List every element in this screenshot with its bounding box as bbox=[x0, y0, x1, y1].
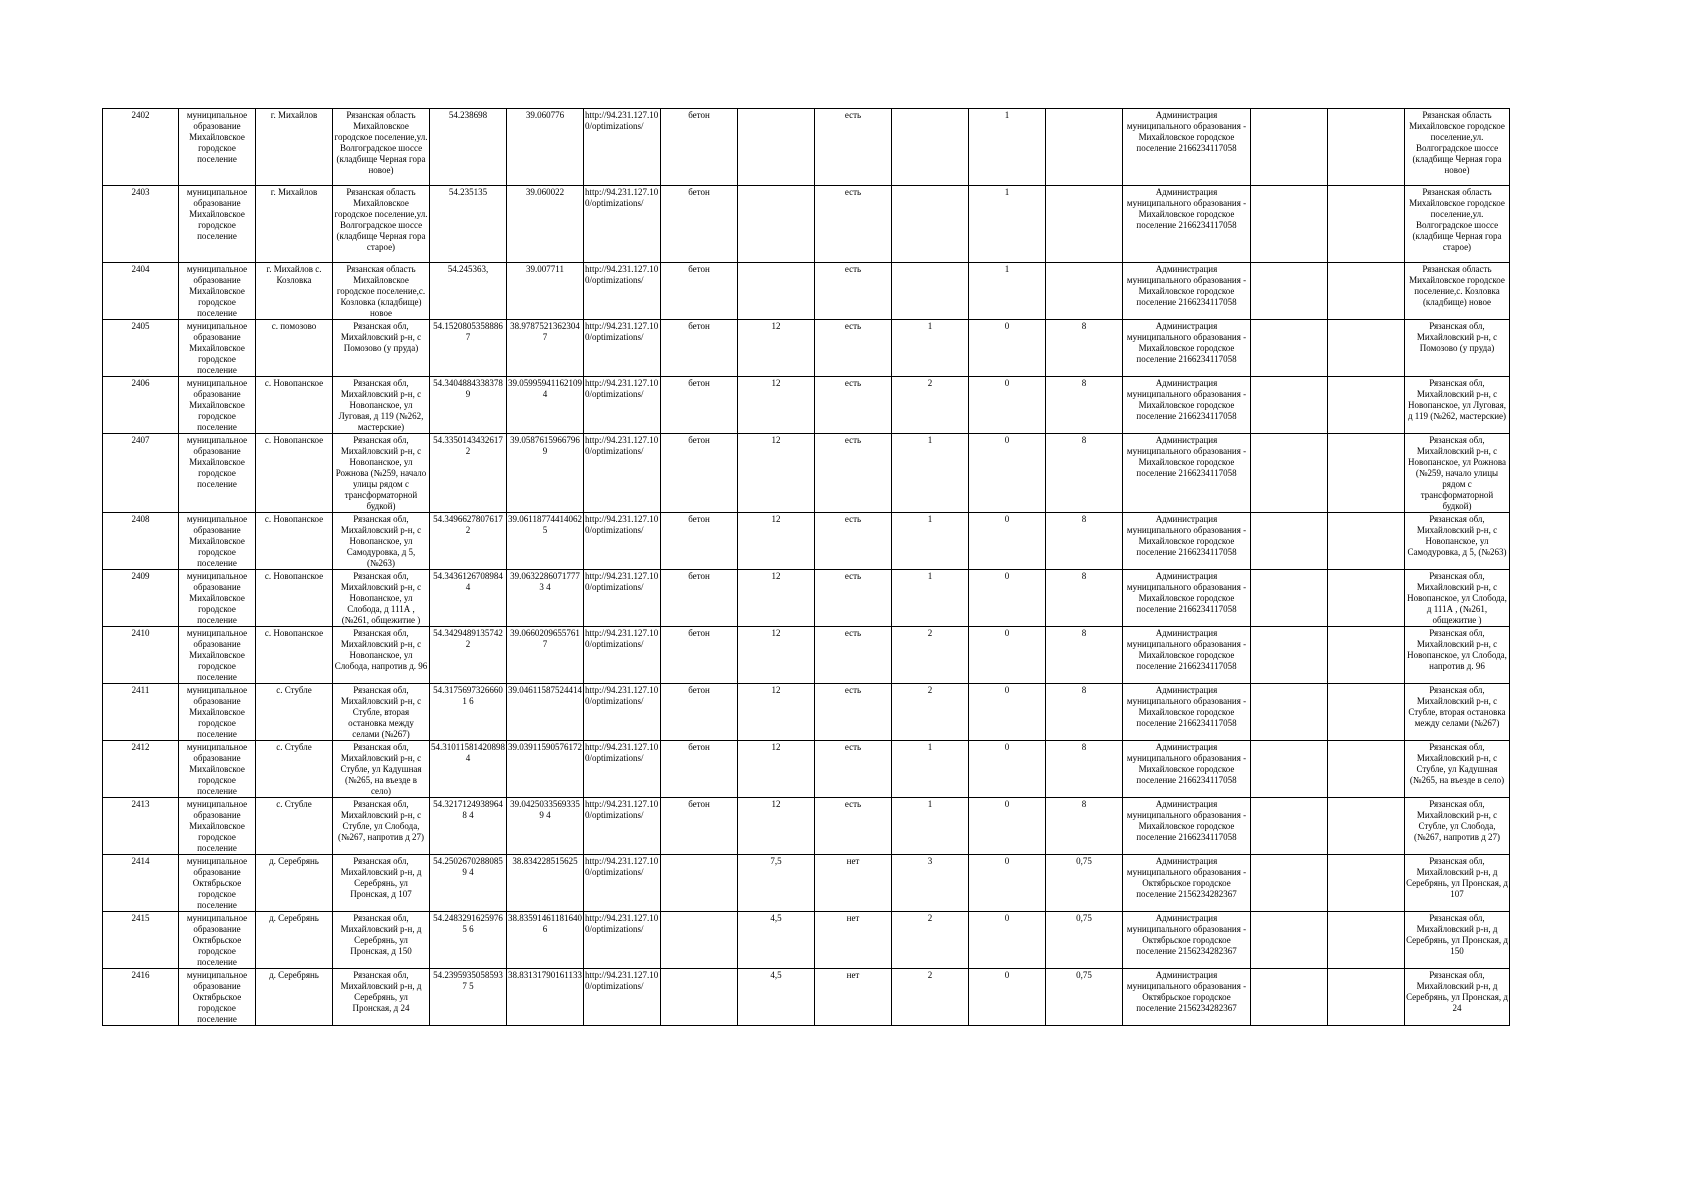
locality-cell: г. Михайлов bbox=[256, 109, 333, 186]
table-row bbox=[103, 741, 1510, 798]
latitude-cell: 54.31011581420898 4 bbox=[430, 741, 507, 798]
count-cell-1: 2 bbox=[892, 684, 969, 741]
table-row bbox=[103, 855, 1510, 912]
source-cell: Рязанская обл, Михайловский р-н, с Стубле, вторая остановка между селами (№267) bbox=[1405, 684, 1510, 741]
fence-cell: есть bbox=[815, 263, 892, 320]
count-cell-1 bbox=[892, 186, 969, 263]
row-number: 2403 bbox=[103, 186, 179, 263]
source-cell: Рязанская обл, Михайловский р-н, с Стубле, ул Кадушная (№265, на въезде в село) bbox=[1405, 741, 1510, 798]
surface-cell: бетон bbox=[661, 263, 738, 320]
empty-cell-2 bbox=[1328, 377, 1405, 434]
count-cell-2: 1 bbox=[969, 263, 1046, 320]
empty-cell-2 bbox=[1328, 912, 1405, 969]
area-cell: 12 bbox=[738, 320, 815, 377]
empty-cell-1 bbox=[1251, 912, 1328, 969]
link-cell[interactable]: http://94.231.127.10 0/optimizations/ bbox=[584, 377, 661, 434]
table-row bbox=[103, 320, 1510, 377]
locality-cell: с. Новопанское bbox=[256, 434, 333, 513]
longitude-cell: 38.97875213623047 bbox=[507, 320, 584, 377]
link-cell[interactable]: http://94.231.127.10 0/optimizations/ bbox=[584, 684, 661, 741]
longitude-cell: 39.06322860717773 4 bbox=[507, 570, 584, 627]
empty-cell-2 bbox=[1328, 513, 1405, 570]
surface-cell bbox=[661, 855, 738, 912]
table-row bbox=[103, 969, 1510, 1026]
owner-cell: Администрация муниципального образования - Михайловское городское поселение 2166234117058 bbox=[1123, 513, 1251, 570]
latitude-cell: 54.34294891357422 bbox=[430, 627, 507, 684]
volume-cell bbox=[1046, 263, 1123, 320]
source-cell: Рязанская обл, Михайловский р-н, с Новопанское, ул Луговая, д 119 (№262, мастерские) bbox=[1405, 377, 1510, 434]
link-cell[interactable]: http://94.231.127.10 0/optimizations/ bbox=[584, 627, 661, 684]
empty-cell-2 bbox=[1328, 109, 1405, 186]
locality-cell: с. Новопанское bbox=[256, 627, 333, 684]
table-row bbox=[103, 186, 1510, 263]
locality-cell: с. помозово bbox=[256, 320, 333, 377]
fence-cell: есть bbox=[815, 513, 892, 570]
municipality-cell: муниципальное образование Октябрьское городское поселение bbox=[179, 855, 256, 912]
row-number: 2404 bbox=[103, 263, 179, 320]
count-cell-1: 1 bbox=[892, 570, 969, 627]
count-cell-2: 0 bbox=[969, 570, 1046, 627]
locality-cell: с. Стубле bbox=[256, 741, 333, 798]
area-cell bbox=[738, 186, 815, 263]
locality-cell: с. Стубле bbox=[256, 684, 333, 741]
area-cell: 7,5 bbox=[738, 855, 815, 912]
registry-table bbox=[102, 108, 1510, 1026]
count-cell-2: 0 bbox=[969, 969, 1046, 1026]
table-row bbox=[103, 627, 1510, 684]
municipality-cell: муниципальное образование Михайловское городское поселение bbox=[179, 434, 256, 513]
fence-cell: есть bbox=[815, 570, 892, 627]
link-cell[interactable]: http://94.231.127.10 0/optimizations/ bbox=[584, 855, 661, 912]
count-cell-1: 1 bbox=[892, 513, 969, 570]
count-cell-1: 1 bbox=[892, 434, 969, 513]
longitude-cell: 39.060022 bbox=[507, 186, 584, 263]
area-cell: 4,5 bbox=[738, 912, 815, 969]
latitude-cell: 54.238698 bbox=[430, 109, 507, 186]
table-row bbox=[103, 684, 1510, 741]
address-cell: Рязанская обл, Михайловский р-н, с Стубле, ул Кадушная (№265, на въезде в село) bbox=[333, 741, 430, 798]
latitude-cell: 54.34361267089844 bbox=[430, 570, 507, 627]
area-cell: 12 bbox=[738, 627, 815, 684]
area-cell bbox=[738, 263, 815, 320]
locality-cell: г. Михайлов bbox=[256, 186, 333, 263]
longitude-cell: 39.007711 bbox=[507, 263, 584, 320]
empty-cell-2 bbox=[1328, 741, 1405, 798]
link-cell[interactable]: http://94.231.127.10 0/optimizations/ bbox=[584, 912, 661, 969]
longitude-cell: 39.060776 bbox=[507, 109, 584, 186]
source-cell: Рязанская область Михайловское городское поселение,с. Козловка (кладбище) новое bbox=[1405, 263, 1510, 320]
address-cell: Рязанская обл, Михайловский р-н, с Помозово (у пруда) bbox=[333, 320, 430, 377]
volume-cell: 0,75 bbox=[1046, 912, 1123, 969]
row-number: 2406 bbox=[103, 377, 179, 434]
locality-cell: д. Серебрянь bbox=[256, 969, 333, 1026]
owner-cell: Администрация муниципального образования - Михайловское городское поселение 2166234117058 bbox=[1123, 186, 1251, 263]
row-number: 2409 bbox=[103, 570, 179, 627]
row-number: 2413 bbox=[103, 798, 179, 855]
municipality-cell: муниципальное образование Михайловское городское поселение bbox=[179, 320, 256, 377]
empty-cell-2 bbox=[1328, 627, 1405, 684]
source-cell: Рязанская обл, Михайловский р-н, с Стубле, ул Слобода, (№267, напротив д 27) bbox=[1405, 798, 1510, 855]
source-cell: Рязанская обл, Михайловский р-н, д Серебрянь, ул Пронская, д 150 bbox=[1405, 912, 1510, 969]
count-cell-2: 0 bbox=[969, 798, 1046, 855]
count-cell-1: 1 bbox=[892, 320, 969, 377]
count-cell-1: 2 bbox=[892, 627, 969, 684]
municipality-cell: муниципальное образование Михайловское городское поселение bbox=[179, 798, 256, 855]
count-cell-2: 0 bbox=[969, 912, 1046, 969]
table-body bbox=[103, 109, 1510, 1026]
empty-cell-1 bbox=[1251, 627, 1328, 684]
owner-cell: Администрация муниципального образования - Октябрьское городское поселение 2156234282367 bbox=[1123, 912, 1251, 969]
owner-cell: Администрация муниципального образования - Михайловское городское поселение 2166234117058 bbox=[1123, 684, 1251, 741]
longitude-cell: 39.06118774414062 5 bbox=[507, 513, 584, 570]
longitude-cell: 39.03911590576172 bbox=[507, 741, 584, 798]
address-cell: Рязанская обл, Михайловский р-н, с Новопанское, ул Рожнова (№259, начало улицы рядом с трансформаторной будкой) bbox=[333, 434, 430, 513]
fence-cell: есть bbox=[815, 741, 892, 798]
latitude-cell: 54.23959350585937 5 bbox=[430, 969, 507, 1026]
surface-cell: бетон bbox=[661, 741, 738, 798]
surface-cell: бетон bbox=[661, 109, 738, 186]
count-cell-2: 1 bbox=[969, 186, 1046, 263]
link-cell[interactable]: http://94.231.127.10 0/optimizations/ bbox=[584, 513, 661, 570]
area-cell: 12 bbox=[738, 684, 815, 741]
owner-cell: Администрация муниципального образования - Октябрьское городское поселение 2156234282367 bbox=[1123, 855, 1251, 912]
empty-cell-2 bbox=[1328, 684, 1405, 741]
fence-cell: есть bbox=[815, 684, 892, 741]
municipality-cell: муниципальное образование Михайловское городское поселение bbox=[179, 741, 256, 798]
volume-cell: 0,75 bbox=[1046, 855, 1123, 912]
surface-cell: бетон bbox=[661, 570, 738, 627]
row-number: 2412 bbox=[103, 741, 179, 798]
row-number: 2410 bbox=[103, 627, 179, 684]
address-cell: Рязанская обл, Михайловский р-н, д Серебрянь, ул Пронская, д 24 bbox=[333, 969, 430, 1026]
empty-cell-2 bbox=[1328, 434, 1405, 513]
count-cell-1: 2 bbox=[892, 377, 969, 434]
link-cell[interactable]: http://94.231.127.10 0/optimizations/ bbox=[584, 434, 661, 513]
empty-cell-1 bbox=[1251, 320, 1328, 377]
surface-cell: бетон bbox=[661, 434, 738, 513]
area-cell: 12 bbox=[738, 513, 815, 570]
fence-cell: есть bbox=[815, 798, 892, 855]
owner-cell: Администрация муниципального образования - Михайловское городское поселение 2166234117058 bbox=[1123, 377, 1251, 434]
source-cell: Рязанская обл, Михайловский р-н, с Новопанское, ул Слобода, д 111А , (№261, общежитие ) bbox=[1405, 570, 1510, 627]
count-cell-2: 0 bbox=[969, 434, 1046, 513]
source-cell: Рязанская обл, Михайловский р-н, с Новопанское, ул Рожнова (№259, начало улицы рядом с трансформаторной будкой) bbox=[1405, 434, 1510, 513]
empty-cell-1 bbox=[1251, 109, 1328, 186]
latitude-cell: 54.34966278076172 bbox=[430, 513, 507, 570]
municipality-cell: муниципальное образование Михайловское городское поселение bbox=[179, 186, 256, 263]
table-row bbox=[103, 263, 1510, 320]
volume-cell: 8 bbox=[1046, 513, 1123, 570]
table-row bbox=[103, 434, 1510, 513]
source-cell: Рязанская область Михайловское городское поселение,ул. Волгоградское шоссе (кладбище Черная гора новое) bbox=[1405, 109, 1510, 186]
address-cell: Рязанская область Михайловское городское поселение,с. Козловка (кладбище) новое bbox=[333, 263, 430, 320]
municipality-cell: муниципальное образование Октябрьское городское поселение bbox=[179, 912, 256, 969]
surface-cell: бетон bbox=[661, 377, 738, 434]
locality-cell: с. Новопанское bbox=[256, 513, 333, 570]
surface-cell: бетон bbox=[661, 798, 738, 855]
locality-cell: с. Новопанское bbox=[256, 377, 333, 434]
link-cell[interactable]: http://94.231.127.10 0/optimizations/ bbox=[584, 570, 661, 627]
area-cell: 12 bbox=[738, 377, 815, 434]
table-row bbox=[103, 513, 1510, 570]
table-row bbox=[103, 912, 1510, 969]
address-cell: Рязанская обл, Михайловский р-н, с Новопанское, ул Самодуровка, д 5, (№263) bbox=[333, 513, 430, 570]
longitude-cell: 39.04611587524414 bbox=[507, 684, 584, 741]
source-cell: Рязанская область Михайловское городское поселение,ул. Волгоградское шоссе (кладбище Черная гора старое) bbox=[1405, 186, 1510, 263]
longitude-cell: 39.04250335693359 4 bbox=[507, 798, 584, 855]
surface-cell: бетон bbox=[661, 186, 738, 263]
source-cell: Рязанская обл, Михайловский р-н, с Помозово (у пруда) bbox=[1405, 320, 1510, 377]
volume-cell bbox=[1046, 186, 1123, 263]
count-cell-1: 2 bbox=[892, 969, 969, 1026]
link-cell[interactable]: http://94.231.127.10 0/optimizations/ bbox=[584, 186, 661, 263]
latitude-cell: 54.24832916259765 6 bbox=[430, 912, 507, 969]
owner-cell: Администрация муниципального образования - Михайловское городское поселение 2166234117058 bbox=[1123, 263, 1251, 320]
fence-cell: есть bbox=[815, 109, 892, 186]
count-cell-1: 1 bbox=[892, 741, 969, 798]
link-cell[interactable]: http://94.231.127.10 0/optimizations/ bbox=[584, 109, 661, 186]
volume-cell: 8 bbox=[1046, 570, 1123, 627]
municipality-cell: муниципальное образование Михайловское городское поселение bbox=[179, 109, 256, 186]
locality-cell: г. Михайлов с. Козловка bbox=[256, 263, 333, 320]
area-cell bbox=[738, 109, 815, 186]
fence-cell: есть bbox=[815, 627, 892, 684]
volume-cell: 8 bbox=[1046, 627, 1123, 684]
volume-cell bbox=[1046, 109, 1123, 186]
owner-cell: Администрация муниципального образования - Михайловское городское поселение 2166234117058 bbox=[1123, 109, 1251, 186]
municipality-cell: муниципальное образование Михайловское городское поселение bbox=[179, 627, 256, 684]
empty-cell-1 bbox=[1251, 855, 1328, 912]
count-cell-2: 0 bbox=[969, 627, 1046, 684]
locality-cell: д. Серебрянь bbox=[256, 855, 333, 912]
count-cell-2: 1 bbox=[969, 109, 1046, 186]
latitude-cell: 54.33501434326172 bbox=[430, 434, 507, 513]
table-row bbox=[103, 570, 1510, 627]
surface-cell: бетон bbox=[661, 320, 738, 377]
surface-cell: бетон bbox=[661, 684, 738, 741]
count-cell-1 bbox=[892, 109, 969, 186]
empty-cell-1 bbox=[1251, 798, 1328, 855]
area-cell: 12 bbox=[738, 798, 815, 855]
area-cell: 4,5 bbox=[738, 969, 815, 1026]
longitude-cell: 38.83591461181640 6 bbox=[507, 912, 584, 969]
count-cell-1 bbox=[892, 263, 969, 320]
count-cell-2: 0 bbox=[969, 513, 1046, 570]
owner-cell: Администрация муниципального образования - Михайловское городское поселение 2166234117058 bbox=[1123, 570, 1251, 627]
address-cell: Рязанская обл, Михайловский р-н, д Серебрянь, ул Пронская, д 150 bbox=[333, 912, 430, 969]
longitude-cell: 39.05995941162109 4 bbox=[507, 377, 584, 434]
table-row bbox=[103, 377, 1510, 434]
latitude-cell: 54.31756973266601 6 bbox=[430, 684, 507, 741]
owner-cell: Администрация муниципального образования - Михайловское городское поселение 2166234117058 bbox=[1123, 741, 1251, 798]
volume-cell: 0,75 bbox=[1046, 969, 1123, 1026]
empty-cell-1 bbox=[1251, 186, 1328, 263]
area-cell: 12 bbox=[738, 741, 815, 798]
longitude-cell: 38.83131790161133 bbox=[507, 969, 584, 1026]
fence-cell: нет bbox=[815, 912, 892, 969]
volume-cell: 8 bbox=[1046, 434, 1123, 513]
municipality-cell: муниципальное образование Михайловское городское поселение bbox=[179, 570, 256, 627]
surface-cell bbox=[661, 969, 738, 1026]
address-cell: Рязанская обл, Михайловский р-н, с Новопанское, ул Луговая, д 119 (№262, мастерские) bbox=[333, 377, 430, 434]
area-cell: 12 bbox=[738, 570, 815, 627]
surface-cell: бетон bbox=[661, 513, 738, 570]
latitude-cell: 54.34048843383789 bbox=[430, 377, 507, 434]
fence-cell: есть bbox=[815, 186, 892, 263]
latitude-cell: 54.235135 bbox=[430, 186, 507, 263]
municipality-cell: муниципальное образование Михайловское городское поселение bbox=[179, 684, 256, 741]
volume-cell: 8 bbox=[1046, 684, 1123, 741]
count-cell-2: 0 bbox=[969, 741, 1046, 798]
empty-cell-2 bbox=[1328, 263, 1405, 320]
volume-cell: 8 bbox=[1046, 377, 1123, 434]
address-cell: Рязанская обл, Михайловский р-н, с Новопанское, ул Слобода, напротив д. 96 bbox=[333, 627, 430, 684]
row-number: 2408 bbox=[103, 513, 179, 570]
longitude-cell: 39.06602096557617 bbox=[507, 627, 584, 684]
row-number: 2411 bbox=[103, 684, 179, 741]
empty-cell-1 bbox=[1251, 684, 1328, 741]
empty-cell-1 bbox=[1251, 513, 1328, 570]
address-cell: Рязанская обл, Михайловский р-н, д Серебрянь, ул Пронская, д 107 bbox=[333, 855, 430, 912]
owner-cell: Администрация муниципального образования - Михайловское городское поселение 2166234117058 bbox=[1123, 434, 1251, 513]
municipality-cell: муниципальное образование Михайловское городское поселение bbox=[179, 513, 256, 570]
link-cell[interactable]: http://94.231.127.10 0/optimizations/ bbox=[584, 741, 661, 798]
count-cell-2: 0 bbox=[969, 684, 1046, 741]
source-cell: Рязанская обл, Михайловский р-н, д Серебрянь, ул Пронская, д 107 bbox=[1405, 855, 1510, 912]
link-cell[interactable]: http://94.231.127.10 0/optimizations/ bbox=[584, 969, 661, 1026]
empty-cell-1 bbox=[1251, 263, 1328, 320]
volume-cell: 8 bbox=[1046, 741, 1123, 798]
latitude-cell: 54.32171249389648 4 bbox=[430, 798, 507, 855]
source-cell: Рязанская обл, Михайловский р-н, с Новопанское, ул Самодуровка, д 5, (№263) bbox=[1405, 513, 1510, 570]
link-cell[interactable]: http://94.231.127.10 0/optimizations/ bbox=[584, 798, 661, 855]
address-cell: Рязанская обл, Михайловский р-н, с Стубле, вторая остановка между селами (№267) bbox=[333, 684, 430, 741]
address-cell: Рязанская область Михайловское городское поселение,ул. Волгоградское шоссе (кладбище Черная гора новое) bbox=[333, 109, 430, 186]
address-cell: Рязанская обл, Михайловский р-н, с Стубле, ул Слобода, (№267, напротив д 27) bbox=[333, 798, 430, 855]
row-number: 2415 bbox=[103, 912, 179, 969]
empty-cell-1 bbox=[1251, 969, 1328, 1026]
row-number: 2407 bbox=[103, 434, 179, 513]
empty-cell-1 bbox=[1251, 434, 1328, 513]
count-cell-2: 0 bbox=[969, 855, 1046, 912]
link-cell[interactable]: http://94.231.127.10 0/optimizations/ bbox=[584, 263, 661, 320]
fence-cell: нет bbox=[815, 855, 892, 912]
municipality-cell: муниципальное образование Михайловское городское поселение bbox=[179, 377, 256, 434]
empty-cell-2 bbox=[1328, 798, 1405, 855]
empty-cell-1 bbox=[1251, 377, 1328, 434]
row-number: 2402 bbox=[103, 109, 179, 186]
latitude-cell: 54.15208053588867 bbox=[430, 320, 507, 377]
source-cell: Рязанская обл, Михайловский р-н, с Новопанское, ул Слобода, напротив д. 96 bbox=[1405, 627, 1510, 684]
longitude-cell: 38.834228515625 bbox=[507, 855, 584, 912]
locality-cell: д. Серебрянь bbox=[256, 912, 333, 969]
empty-cell-2 bbox=[1328, 969, 1405, 1026]
row-number: 2405 bbox=[103, 320, 179, 377]
fence-cell: есть bbox=[815, 320, 892, 377]
locality-cell: с. Стубле bbox=[256, 798, 333, 855]
fence-cell: есть bbox=[815, 377, 892, 434]
surface-cell bbox=[661, 912, 738, 969]
empty-cell-1 bbox=[1251, 570, 1328, 627]
count-cell-1: 2 bbox=[892, 912, 969, 969]
fence-cell: есть bbox=[815, 434, 892, 513]
count-cell-2: 0 bbox=[969, 320, 1046, 377]
table-row bbox=[103, 798, 1510, 855]
link-cell[interactable]: http://94.231.127.10 0/optimizations/ bbox=[584, 320, 661, 377]
count-cell-1: 3 bbox=[892, 855, 969, 912]
table-row bbox=[103, 109, 1510, 186]
count-cell-2: 0 bbox=[969, 377, 1046, 434]
source-cell: Рязанская обл, Михайловский р-н, д Серебрянь, ул Пронская, д 24 bbox=[1405, 969, 1510, 1026]
latitude-cell: 54.25026702880859 4 bbox=[430, 855, 507, 912]
empty-cell-1 bbox=[1251, 741, 1328, 798]
volume-cell: 8 bbox=[1046, 798, 1123, 855]
count-cell-1: 1 bbox=[892, 798, 969, 855]
row-number: 2414 bbox=[103, 855, 179, 912]
fence-cell: нет bbox=[815, 969, 892, 1026]
latitude-cell: 54.245363, bbox=[430, 263, 507, 320]
empty-cell-2 bbox=[1328, 855, 1405, 912]
longitude-cell: 39.05876159667969 bbox=[507, 434, 584, 513]
volume-cell: 8 bbox=[1046, 320, 1123, 377]
owner-cell: Администрация муниципального образования - Октябрьское городское поселение 2156234282367 bbox=[1123, 969, 1251, 1026]
owner-cell: Администрация муниципального образования - Михайловское городское поселение 2166234117058 bbox=[1123, 627, 1251, 684]
surface-cell: бетон bbox=[661, 627, 738, 684]
municipality-cell: муниципальное образование Михайловское городское поселение bbox=[179, 263, 256, 320]
empty-cell-2 bbox=[1328, 570, 1405, 627]
locality-cell: с. Новопанское bbox=[256, 570, 333, 627]
empty-cell-2 bbox=[1328, 320, 1405, 377]
area-cell: 12 bbox=[738, 434, 815, 513]
municipality-cell: муниципальное образование Октябрьское городское поселение bbox=[179, 969, 256, 1026]
owner-cell: Администрация муниципального образования - Михайловское городское поселение 2166234117058 bbox=[1123, 320, 1251, 377]
address-cell: Рязанская обл, Михайловский р-н, с Новопанское, ул Слобода, д 111А , (№261, общежитие ) bbox=[333, 570, 430, 627]
empty-cell-2 bbox=[1328, 186, 1405, 263]
owner-cell: Администрация муниципального образования - Михайловское городское поселение 2166234117058 bbox=[1123, 798, 1251, 855]
row-number: 2416 bbox=[103, 969, 179, 1026]
address-cell: Рязанская область Михайловское городское поселение,ул. Волгоградское шоссе (кладбище Черная гора старое) bbox=[333, 186, 430, 263]
